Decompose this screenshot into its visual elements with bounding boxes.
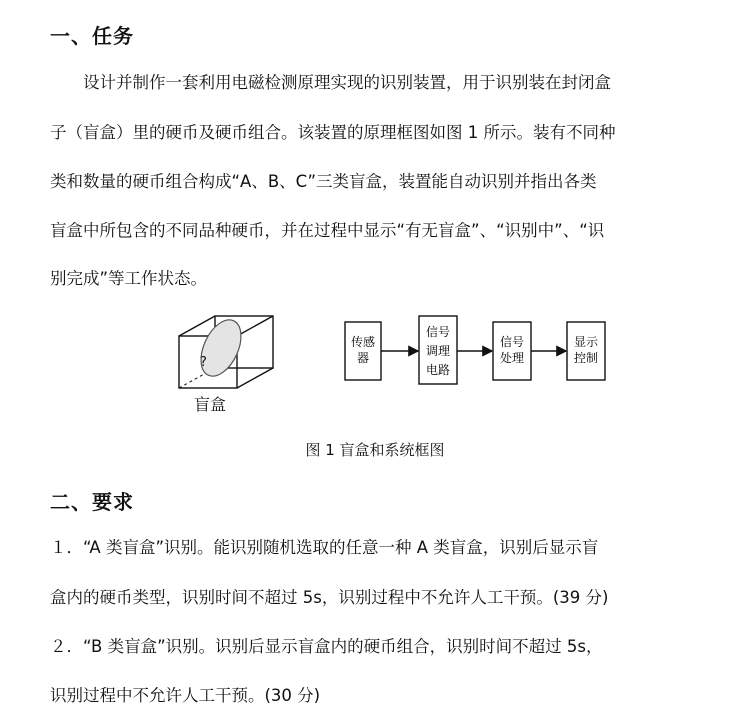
figure-caption: 图 1 盲盒和系统框图 <box>305 441 445 459</box>
requirement-line-2: 盒内的硬币类型，识别时间不超过 5s，识别过程中不允许人工干预。(39 分) <box>50 588 609 607</box>
task-paragraph-line-1: 设计并制作一套利用电磁检测原理实现的识别装置，用于识别装在封闭盒 <box>50 73 611 92</box>
block-signal-conditioning-line-2: 调理 <box>425 344 451 358</box>
box-label: 盲盒 <box>194 395 227 414</box>
block-display-control-line-1: 显示 <box>573 335 599 349</box>
block-sensor-line-1: 传感 <box>350 335 376 349</box>
block-display-control-line-2: 控制 <box>573 351 599 365</box>
task-paragraph-line-2: 子（盲盒）里的硬币及硬币组合。该装置的原理框图如图 1 所示。装有不同种 <box>50 123 616 142</box>
block-signal-conditioning-line-1: 信号 <box>425 325 451 339</box>
task-paragraph-line-3: 类和数量的硬币组合构成“A、B、C”三类盲盒，装置能自动识别并指出各类 <box>50 172 597 191</box>
requirement-line-1: １．“A 类盲盒”识别。能识别随机选取的任意一种 A 类盲盒，识别后显示盲 <box>50 538 599 557</box>
section-2-heading: 二、要求 <box>50 490 134 514</box>
system-block-diagram <box>0 300 750 440</box>
requirement-line-3: ２．“B 类盲盒”识别。识别后显示盲盒内的硬币组合，识别时间不超过 5s， <box>50 637 603 656</box>
figure-1 <box>0 300 750 440</box>
block-signal-processing-line-2: 处理 <box>499 351 525 365</box>
task-paragraph-line-4: 盲盒中所包含的不同品种硬币，并在过程中显示“有无盲盒”、“识别中”、“识 <box>50 221 605 240</box>
requirement-line-4: 识别过程中不允许人工干预。(30 分) <box>50 686 321 705</box>
box-question-mark: ? <box>200 355 207 370</box>
block-sensor-line-2: 器 <box>356 351 370 365</box>
block-signal-conditioning-line-3: 电路 <box>425 363 451 377</box>
block-signal-processing-line-1: 信号 <box>499 335 525 349</box>
section-1-heading: 一、任务 <box>50 24 134 48</box>
task-paragraph-line-5: 别完成”等工作状态。 <box>50 269 208 288</box>
